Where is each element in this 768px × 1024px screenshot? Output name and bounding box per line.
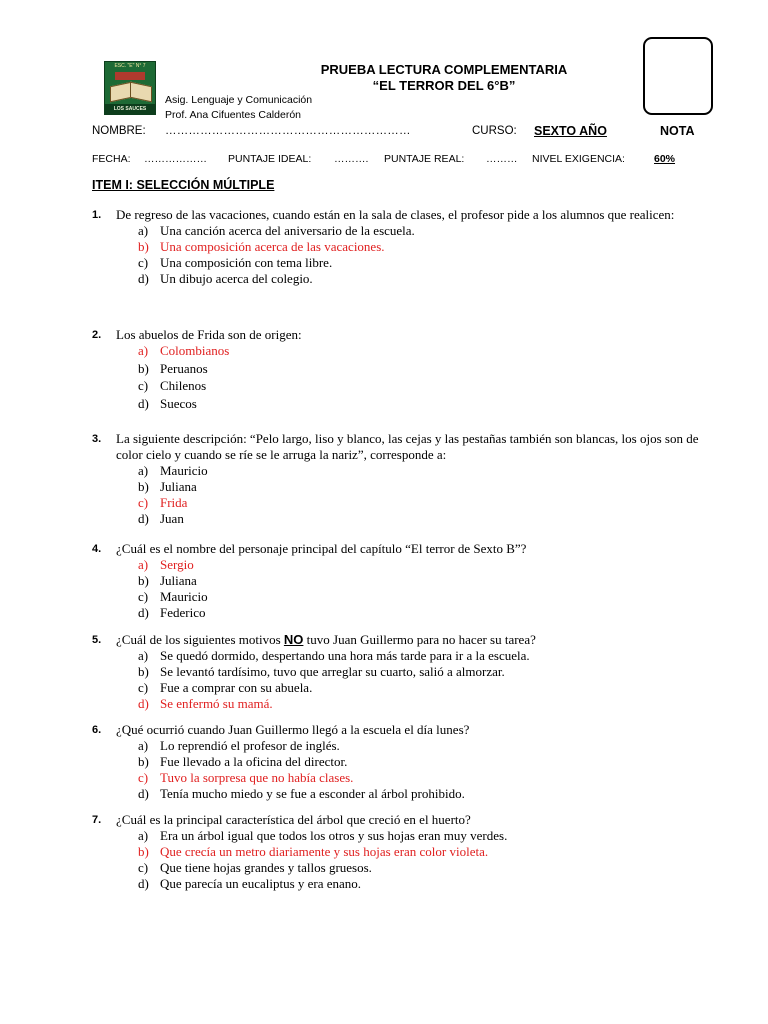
option-d[interactable]: d) Federico [138, 605, 206, 620]
question-number: 3. [92, 433, 102, 445]
grade-label: NOTA [660, 124, 695, 138]
question-3 [92, 431, 722, 527]
question-stem: ¿Qué ocurrió cuando Juan Guillermo llegó a la escuela el día lunes? [116, 722, 470, 737]
option-a[interactable]: a) Se quedó dormido, despertando una hora más tarde para ir a la escuela. [138, 648, 530, 663]
question-4 [92, 541, 722, 621]
options-list [92, 648, 722, 712]
question-stem: ¿Cuál es la principal característica del árbol que creció en el huerto? [116, 812, 471, 827]
section-title: ITEM I: SELECCIÓN MÚLTIPLE [92, 178, 275, 192]
question-stem: De regreso de las vacaciones, cuando están en la sala de clases, el profesor pide a los alumnos que realicen: [116, 207, 675, 222]
logo-book-right-icon [130, 82, 152, 103]
ideal-score-field[interactable]: ………. [334, 153, 369, 165]
option-c[interactable]: c) Frida [138, 495, 188, 510]
question-stem: ¿Cuál de los siguientes motivos NO tuvo Juan Guillermo para no hacer su tarea? [116, 632, 536, 647]
course-value: SEXTO AÑO [534, 124, 607, 138]
option-d[interactable]: d) Que parecía un eucaliptus y era enano. [138, 876, 362, 891]
question-number: 7. [92, 814, 102, 826]
option-b[interactable]: b) Fue llevado a la oficina del director. [138, 754, 348, 769]
test-title: PRUEBA LECTURA COMPLEMENTARIA [320, 62, 568, 77]
option-d[interactable]: d) Suecos [138, 395, 197, 411]
options-list [92, 463, 722, 527]
question-5 [92, 632, 722, 712]
options-list [92, 828, 722, 892]
option-c[interactable]: c) Una composición con tema libre. [138, 255, 333, 270]
name-label: NOMBRE: [92, 125, 146, 137]
options-list [92, 223, 722, 287]
teacher-label: Prof. Ana Cifuentes Calderón [165, 109, 301, 121]
course-label: CURSO: [472, 125, 517, 137]
question-6 [92, 722, 722, 802]
question-2 [92, 327, 722, 413]
negation-emphasis: NO [283, 632, 304, 647]
date-label: FECHA: [92, 153, 131, 165]
option-a[interactable]: a) Sergio [138, 557, 194, 572]
option-c[interactable]: c) Tuvo la sorpresa que no había clases. [138, 770, 354, 785]
subject-label: Asig. Lenguaje y Comunicación [165, 94, 313, 106]
ideal-score-label: PUNTAJE IDEAL: [228, 153, 312, 165]
question-number: 1. [92, 209, 102, 221]
option-d[interactable]: d) Juan [138, 511, 184, 526]
question-stem: La siguiente descripción: “Pelo largo, liso y blanco, las cejas y las pestañas también son blancas, los ojos son de color cielo y cuando se ríe se le arruga la nariz”, corresponde a: [116, 431, 699, 462]
question-stem: Los abuelos de Frida son de origen: [116, 327, 302, 342]
test-subtitle: “EL TERROR DEL 6°B” [372, 78, 516, 93]
option-b[interactable]: b) Juliana [138, 479, 197, 494]
question-number: 4. [92, 543, 102, 555]
real-score-label: PUNTAJE REAL: [384, 153, 465, 165]
logo-top-text: ESC. "E" N° 7 [114, 63, 146, 69]
option-a[interactable]: a) Una canción acerca del aniversario de la escuela. [138, 223, 415, 238]
question-stem: ¿Cuál es el nombre del personaje principal del capítulo “El terror de Sexto B”? [116, 541, 527, 556]
option-b[interactable]: b) Una composición acerca de las vacaciones. [138, 239, 385, 254]
logo-roof-shape [115, 72, 145, 80]
question-number: 6. [92, 724, 102, 736]
level-value: 60% [654, 153, 676, 165]
option-a[interactable]: a) Era un árbol igual que todos los otros y sus hojas eran muy verdes. [138, 828, 508, 843]
question-number: 2. [92, 329, 102, 341]
date-field[interactable]: ……………… [144, 153, 207, 165]
option-b[interactable]: b) Se levantó tardísimo, tuvo que arreglar su cuarto, salió a almorzar. [138, 664, 505, 679]
option-d[interactable]: d) Se enfermó su mamá. [138, 696, 273, 711]
options-list [92, 557, 722, 621]
option-d[interactable]: d) Un dibujo acerca del colegio. [138, 271, 313, 286]
school-logo [104, 61, 156, 115]
logo-bottom-text: LOS SAUCES [105, 104, 155, 114]
option-b[interactable]: b) Que crecía un metro diariamente y sus hojas eran color violeta. [138, 844, 489, 859]
option-b[interactable]: b) Peruanos [138, 360, 208, 376]
logo-book-left-icon [110, 82, 132, 103]
level-label: NIVEL EXIGENCIA: [532, 153, 625, 165]
question-number: 5. [92, 634, 102, 646]
option-b[interactable]: b) Juliana [138, 573, 197, 588]
option-a[interactable]: a) Mauricio [138, 463, 208, 478]
name-field[interactable]: ……………………………………………………… [165, 125, 411, 137]
option-a[interactable]: a) Colombianos [138, 343, 230, 358]
option-c[interactable]: c) Chilenos [138, 378, 207, 393]
option-a[interactable]: a) Lo reprendió el profesor de inglés. [138, 738, 340, 753]
options-list [92, 738, 722, 802]
grade-box[interactable] [643, 37, 713, 115]
question-1 [92, 207, 722, 287]
question-7 [92, 812, 722, 892]
options-list [92, 343, 722, 413]
real-score-field[interactable]: ……… [486, 153, 518, 165]
option-d[interactable]: d) Tenía mucho miedo y se fue a esconder al árbol prohibido. [138, 786, 465, 801]
option-c[interactable]: c) Mauricio [138, 589, 208, 604]
option-c[interactable]: c) Que tiene hojas grandes y tallos gruesos. [138, 860, 372, 875]
option-c[interactable]: c) Fue a comprar con su abuela. [138, 680, 313, 695]
